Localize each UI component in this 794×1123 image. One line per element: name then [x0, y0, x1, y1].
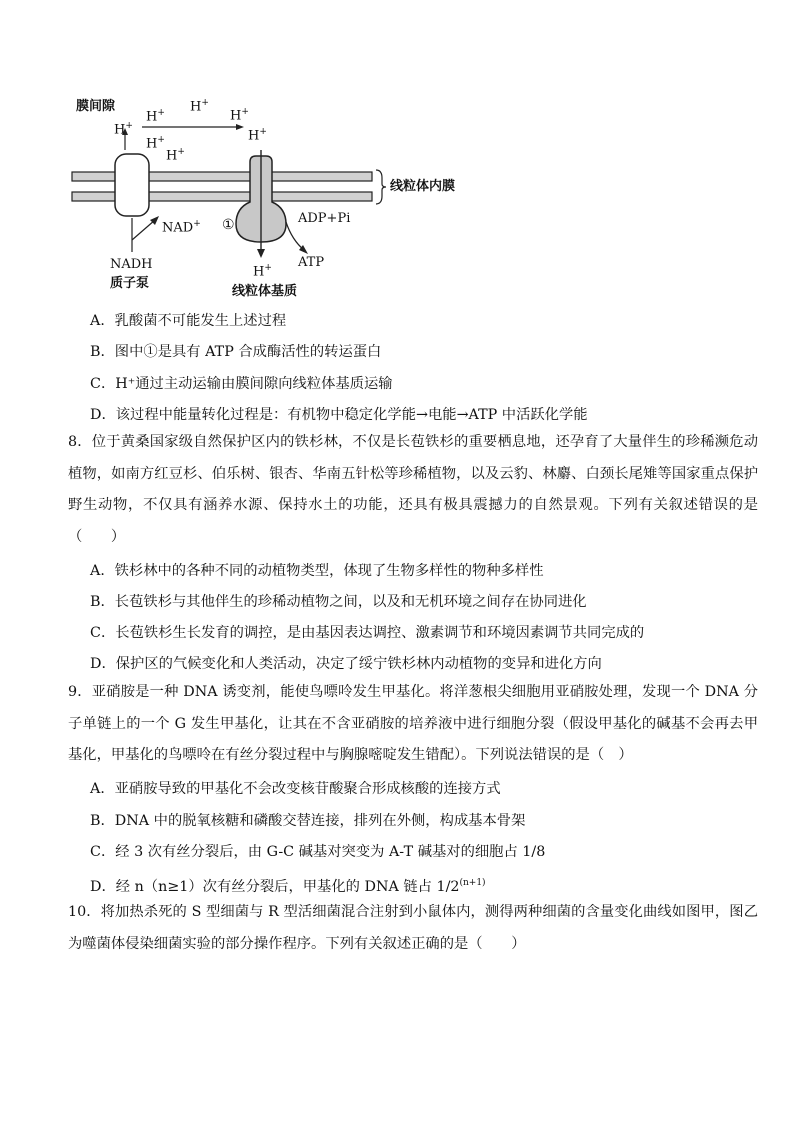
- q9-option-b: B．DNA 中的脱氧核糖和磷酸交替连接，排列在外侧，构成基本骨架: [90, 813, 526, 829]
- proton-pump-label: 质子泵: [110, 276, 150, 291]
- q7-option-a: A．乳酸菌不可能发生上述过程: [90, 313, 287, 329]
- nadh-label: NADH: [110, 257, 153, 272]
- q7-option-c: C．H⁺通过主动运输由膜间隙向线粒体基质运输: [90, 376, 393, 392]
- adp-pi-label: ADP+Pi: [298, 211, 351, 226]
- h-ion-label: H+: [166, 147, 185, 164]
- h-ion-label: H+: [253, 263, 272, 280]
- exponent: (n+1): [459, 878, 486, 888]
- q8-option-a: A．铁杉林中的各种不同的动植物类型，体现了生物多样性的物种多样性: [90, 563, 544, 579]
- atp-label: ATP: [298, 255, 325, 270]
- q7-option-d: D．该过程中能量转化过程是：有机物中稳定化学能→电能→ATP 中活跃化学能: [90, 407, 588, 423]
- membrane-figure: [60, 92, 520, 307]
- inner-membrane-label: 线粒体内膜: [390, 179, 456, 194]
- q8-stem: 8．位于黄桑国家级自然保护区内的铁杉林，不仅是长苞铁杉的重要栖息地，还孕育了大量伴生的珍稀濒危动植物，如南方红豆杉、伯乐树、银杏、华南五针松等珍稀植物，以及云豹、林麝、白颈长尾雉等国家重点保护野生动物，不仅具有涵养水源、保持水土的功能，还具有极具震撼力的自然景观。下列有关叙述错误的是（ ）: [68, 434, 758, 545]
- nad-label: NAD+: [162, 219, 201, 236]
- h-ion-label: H+: [248, 127, 267, 144]
- proton-pump-shape: [115, 154, 149, 216]
- q8-option-d: D．保护区的气候变化和人类活动，决定了绥宁铁杉林内动植物的变异和进化方向: [90, 656, 602, 672]
- h-ion-label: H+: [146, 135, 165, 152]
- q8-option-b: B．长苞铁杉与其他伴生的珍稀动植物之间，以及和无机环境之间存在协同进化: [90, 594, 587, 610]
- intermembrane-space-label: 膜间隙: [76, 99, 116, 114]
- q10-stem: 10．将加热杀死的 S 型细菌与 R 型活细菌混合注射到小鼠体内，测得两种细菌的含量变化曲线如图甲，图乙为噬菌体侵染细菌实验的部分操作程序。下列有关叙述正确的是（ ）: [68, 904, 758, 952]
- membrane-brace: [376, 170, 386, 204]
- matrix-label: 线粒体基质: [232, 284, 298, 299]
- h-ion-label: H+: [230, 107, 249, 124]
- synthase-marker: ①: [222, 217, 235, 233]
- q9-option-a: A．亚硝胺导致的甲基化不会改变核苷酸聚合形成核酸的连接方式: [90, 781, 501, 797]
- q9-option-d: D．经 n（n≥1）次有丝分裂后，甲基化的 DNA 链占 $1/2^{(n+1)}$: [90, 878, 486, 895]
- q9-option-c: C．经 3 次有丝分裂后，由 G-C 碱基对突变为 A-T 碱基对的细胞占 1/8: [90, 844, 546, 860]
- h-ion-label: H+: [146, 108, 165, 125]
- h-ion-label: H+: [114, 121, 133, 138]
- q8-option-c: C．长苞铁杉生长发育的调控，是由基因表达调控、激素调节和环境因素调节共同完成的: [90, 625, 645, 641]
- q7-option-b: B．图中①是具有 ATP 合成酶活性的转运蛋白: [90, 344, 382, 360]
- q9-stem: 9．亚硝胺是一种 DNA 诱变剂，能使鸟嘌呤发生甲基化。将洋葱根尖细胞用亚硝胺处理，发现一个 DNA 分子单链上的一个 G 发生甲基化，让其在不含亚硝胺的培养液中进行细胞分裂（假设甲基化的碱基不会再去甲基化，甲基化的鸟嘌呤在有丝分裂过程中与胸腺嘧啶发生错配）。下列说法错误的是（ ）: [68, 684, 758, 763]
- h-ion-label: H+: [190, 98, 209, 115]
